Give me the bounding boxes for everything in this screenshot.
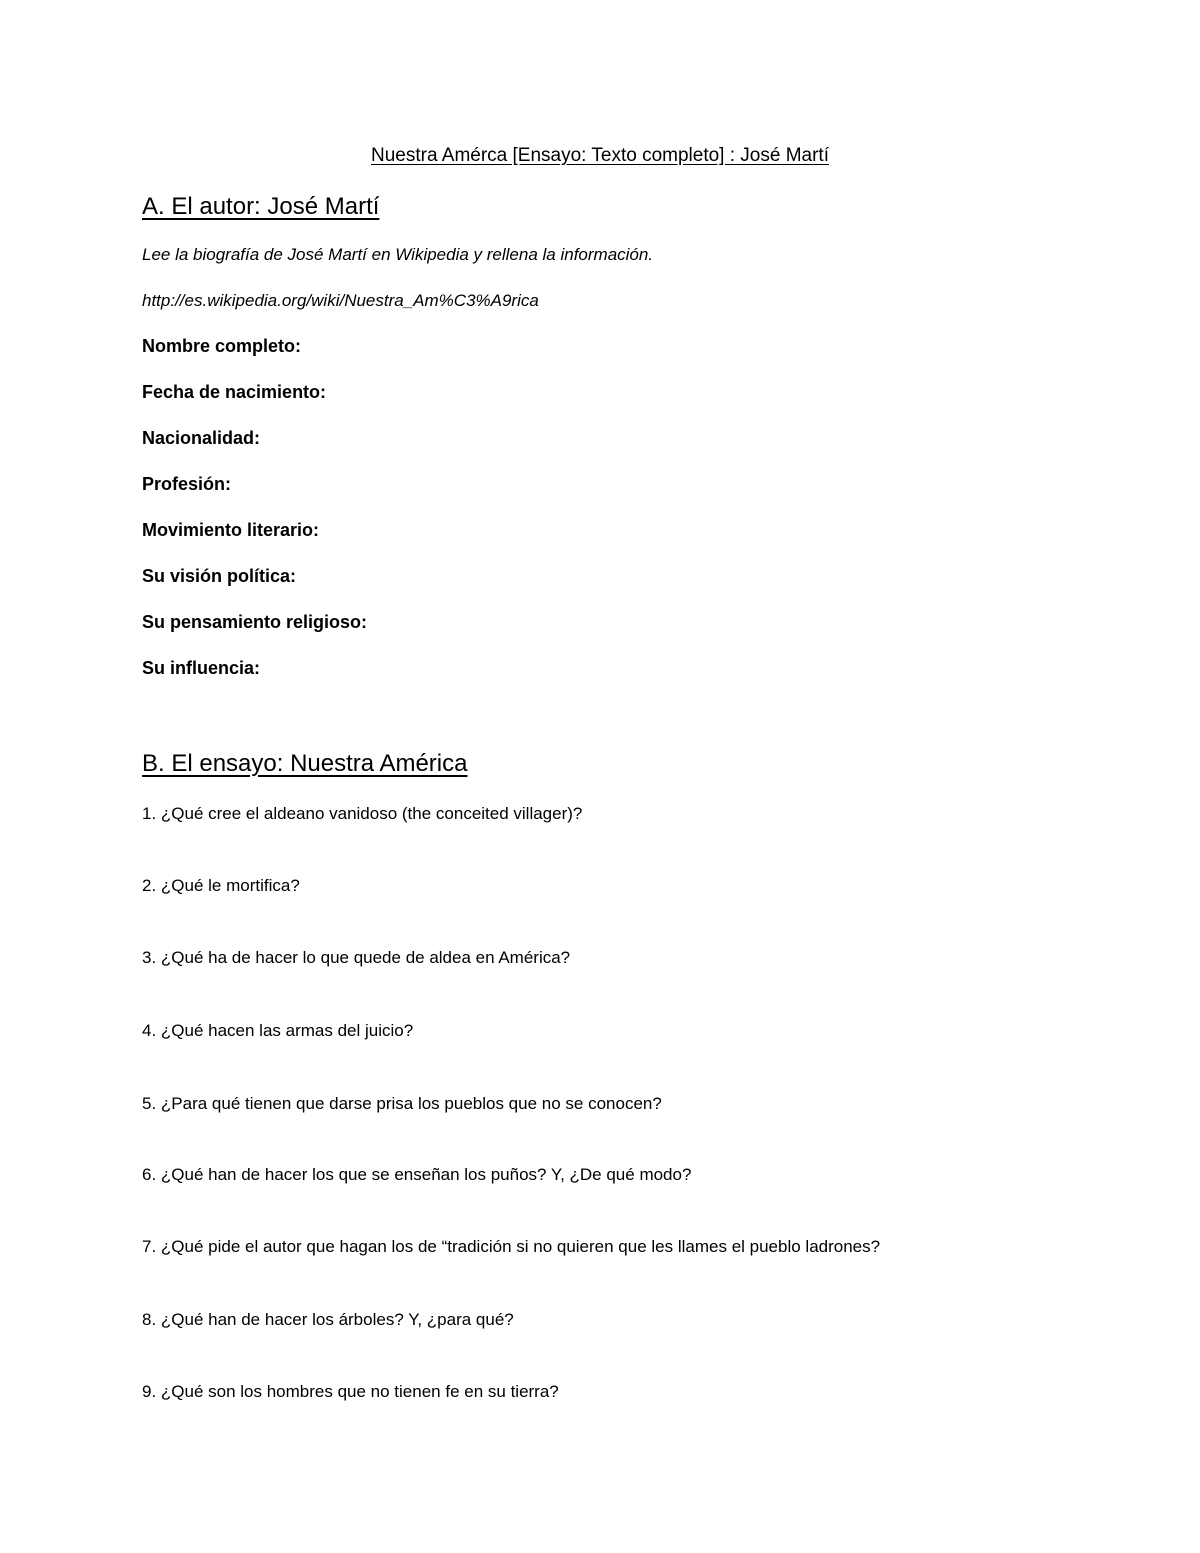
document-title: [0, 146, 1200, 165]
field-influencia: Su influencia:: [142, 658, 261, 678]
field-nombre-completo: Nombre completo:: [142, 336, 302, 356]
field-pensamiento-religioso: Su pensamiento religioso:: [142, 612, 368, 632]
question-4: 4. ¿Qué hacen las armas del juicio?: [142, 1021, 414, 1040]
question-1: 1. ¿Qué cree el aldeano vanidoso (the conceited villager)?: [142, 804, 583, 823]
field-nacionalidad: Nacionalidad:: [142, 428, 261, 448]
document-title-text: Nuestra Amérca [Ensayo: Texto completo] : José Martí: [371, 145, 829, 166]
question-6: 6. ¿Qué han de hacer los que se enseñan los puños? Y, ¿De qué modo?: [142, 1165, 692, 1184]
field-vision-politica: Su visión política:: [142, 566, 297, 586]
section-a-heading: A. El autor: José Martí: [142, 193, 380, 220]
question-9: 9. ¿Qué son los hombres que no tienen fe en su tierra?: [142, 1382, 559, 1401]
question-8: 8. ¿Qué han de hacer los árboles? Y, ¿para qué?: [142, 1310, 514, 1329]
field-fecha-de-nacimiento: Fecha de nacimiento:: [142, 382, 327, 402]
question-5: 5. ¿Para qué tienen que darse prisa los pueblos que no se conocen?: [142, 1094, 662, 1113]
question-7: 7. ¿Qué pide el autor que hagan los de “tradición si no quieren que les llames el pueblo ladrones?: [142, 1237, 881, 1256]
field-profesion: Profesión:: [142, 474, 232, 494]
question-2: 2. ¿Qué le mortifica?: [142, 876, 300, 895]
question-3: 3. ¿Qué ha de hacer lo que quede de aldea en América?: [142, 948, 571, 967]
section-a-instruction: Lee la biografía de José Martí en Wikipedia y rellena la información.: [142, 245, 654, 264]
section-b-heading: B. El ensayo: Nuestra América: [142, 750, 468, 777]
wikipedia-link[interactable]: http://es.wikipedia.org/wiki/Nuestra_Am%C3%A9rica: [142, 291, 539, 310]
field-movimiento-literario: Movimiento literario:: [142, 520, 320, 540]
